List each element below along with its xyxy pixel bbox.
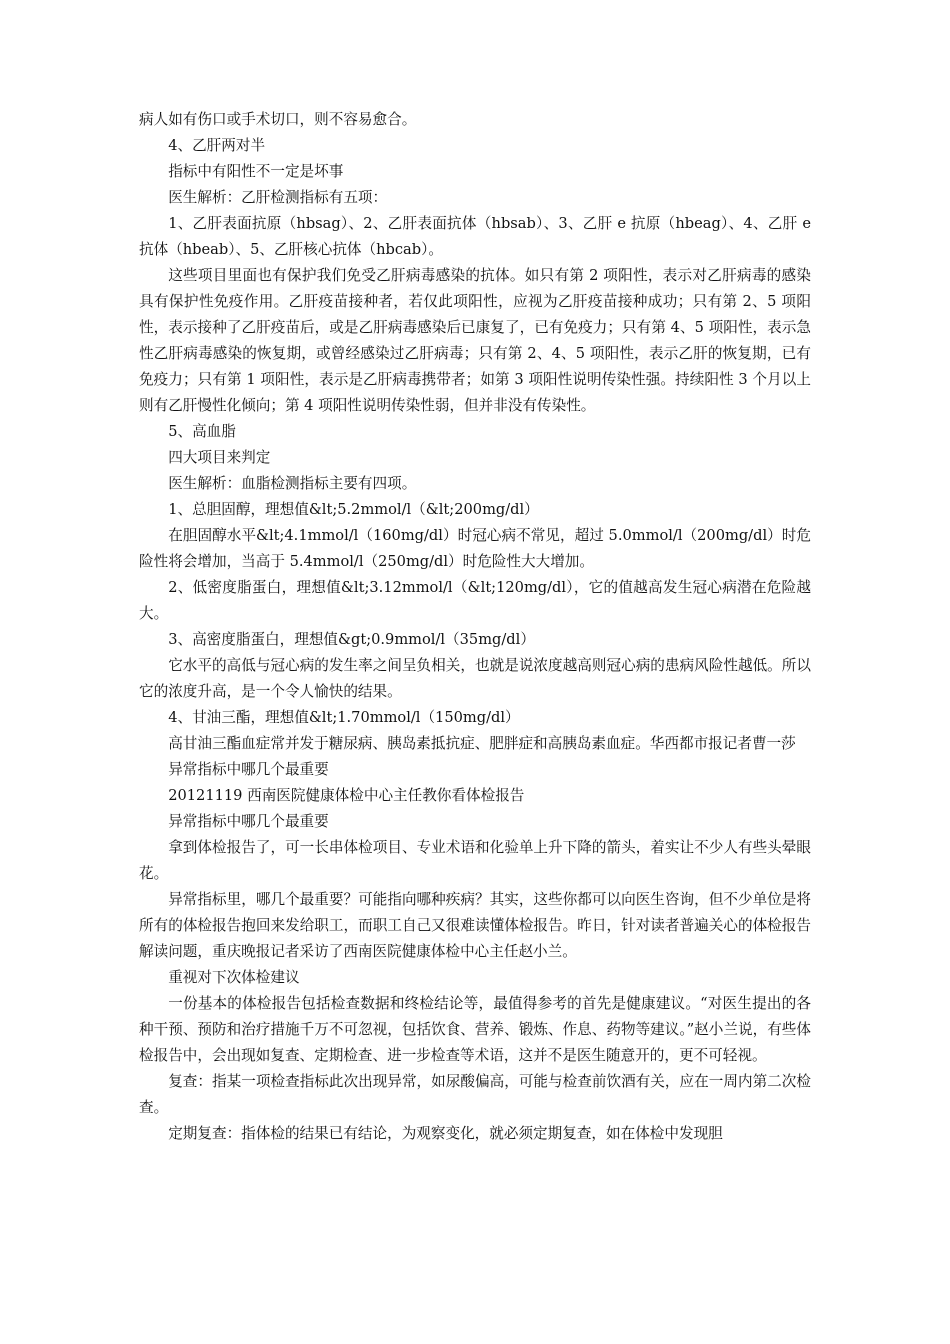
document-page [139,107,811,1147]
paragraph-11: 2、低密度脂蛋白，理想值&lt;3.12mmol/l（&lt;120mg/dl），它的值越高发生冠心病潜在危险越大。 [139,579,811,622]
paragraph-3: 医生解析：乙肝检测指标有五项： [168,189,388,206]
paragraph-23: 复查：指某一项检查指标此次出现异常，如尿酸偏高，可能与检查前饮酒有关，应在一周内第二次检查。 [139,1073,811,1116]
paragraph-17: 20121119 西南医院健康体检中心主任教你看体检报告 [168,787,525,804]
paragraph-18: 异常指标中哪几个最重要 [168,813,329,830]
paragraph-4: 1、乙肝表面抗原（hbsag）、2、乙肝表面抗体（hbsab）、3、乙肝 e 抗原（hbeag）、4、乙肝 e 抗体（hbeab）、5、乙肝核心抗体（hbcab）。 [139,215,811,258]
paragraph-21: 重视对下次体检建议 [168,969,300,986]
paragraph-24: 定期复查：指体检的结果已有结论，为观察变化，就必须定期复查，如在体检中发现胆 [168,1125,723,1142]
paragraph-1: 4、乙肝两对半 [168,137,266,154]
paragraph-22: 一份基本的体检报告包括检查数据和终检结论等，最值得参考的首先是健康建议。“对医生提出的各种干预、预防和治疗措施千万不可忽视，包括饮食、营养、锻炼、作息、药物等建议。”赵小兰说，有些体检报告中，会出现如复查、定期检查、进一步检查等术语，这并不是医生随意开的，更不可轻视。 [139,995,811,1064]
paragraph-5: 这些项目里面也有保护我们免受乙肝病毒感染的抗体。如只有第 2 项阳性，表示对乙肝病毒的感染具有保护性免疫作用。乙肝疫苗接种者，若仅此项阳性，应视为乙肝疫苗接种成功；只有第 2、5 项阳性，表示接种了乙肝疫苗后，或是乙肝病毒感染后已康复了，已有免疫力；只有第 4、5 项阳性，表示急性乙肝病毒感染的恢复期，或曾经感染过乙肝病毒；只有第 2、4、5 项阳性，表示乙肝的恢复期，已有免疫力；只有第 1 项阳性，表示是乙肝病毒携带者；如第 3 项阳性说明传染性强。持续阳性 3 个月以上则有乙肝慢性化倾向；第 4 项阳性说明传染性弱，但并非没有传染性。 [139,267,811,414]
paragraph-12: 3、高密度脂蛋白，理想值&gt;0.9mmol/l（35mg/dl） [168,631,535,648]
paragraph-14: 4、甘油三酯，理想值&lt;1.70mmol/l（150mg/dl） [168,709,520,726]
paragraph-10: 在胆固醇水平&lt;4.1mmol/l（160mg/dl）时冠心病不常见，超过 5.0mmol/l（200mg/dl）时危险性将会增加，当高于 5.4mmol/l（250mg/dl）时危险性大大增加。 [139,527,811,570]
paragraph-9: 1、总胆固醇，理想值&lt;5.2mmol/l（&lt;200mg/dl） [168,501,539,518]
paragraph-7: 四大项目来判定 [168,449,271,466]
paragraph-15: 高甘油三酯血症常并发于糖尿病、胰岛素抵抗症、肥胖症和高胰岛素血症。华西都市报记者曹一莎 [168,735,796,752]
paragraph-19: 拿到体检报告了，可一长串体检项目、专业术语和化验单上升下降的箭头，着实让不少人有些头晕眼花。 [139,839,811,882]
paragraph-8: 医生解析：血脂检测指标主要有四项。 [168,475,417,492]
paragraph-6: 5、高血脂 [168,423,236,440]
paragraph-20: 异常指标里，哪几个最重要？可能指向哪种疾病？其实，这些你都可以向医生咨询，但不少单位是将所有的体检报告抱回来发给职工，而职工自己又很难读懂体检报告。昨日，针对读者普遍关心的体检报告解读问题，重庆晚报记者采访了西南医院健康体检中心主任赵小兰。 [139,891,811,960]
paragraph-2: 指标中有阳性不一定是坏事 [168,163,344,180]
paragraph-0: 病人如有伤口或手术切口，则不容易愈合。 [139,111,417,128]
paragraph-16: 异常指标中哪几个最重要 [168,761,329,778]
paragraph-13: 它水平的高低与冠心病的发生率之间呈负相关，也就是说浓度越高则冠心病的患病风险性越低。所以它的浓度升高，是一个令人愉快的结果。 [139,657,811,700]
